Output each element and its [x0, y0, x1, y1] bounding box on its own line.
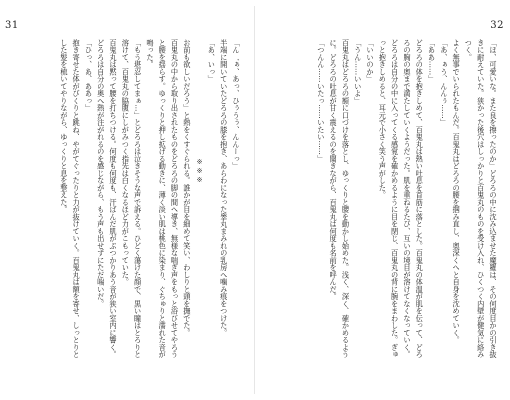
paragraph: 「ひっ、あ、ああっ」: [84, 39, 94, 112]
paragraph: 半端に開いていたどろろの膝を抱き、あらわになった睾丸まみれの乳房へ噛み痕をつけた。: [219, 39, 229, 337]
paragraph: 「いいのか」: [366, 39, 376, 83]
paragraph: 百鬼丸の中から取り出されたものをどろろの脚の間へ導き、無様な喘ぎ声をもっと浴びせてやろうと腰を揺らす。ゆっくりと押し拡げる動きに、薄く淡い肌は桃色に染まり、ぐちゅりと濡れた音が鳴った。: [145, 39, 180, 358]
paragraph: よく無事でいられたもんだ。百鬼丸はどろろの腰を掴み直し、奥深くへと自身を沈めていく。: [452, 39, 462, 344]
section-separator: ※※※: [195, 157, 205, 185]
paragraph: 「あ、いっ」: [207, 39, 217, 83]
page-number-right: 32: [490, 20, 504, 31]
paragraph: 「ん゛ぁ、あっ、ひぅうぅ、んんーっ」: [232, 39, 241, 170]
paragraph: どろろの体を抱きしめて、百鬼丸は熱い吐息を首筋に落とした。百鬼丸の体温が肌を伝って、どろろの胸の奥まで満たしていくようだった。肌を重ねるたび、互いの境目が溶けてなくなっていく。: [402, 39, 425, 358]
right-page: [255, 0, 510, 400]
paragraph: 「つんん……いたっ……いたい……」: [316, 39, 326, 163]
right-page-body: [263, 39, 499, 365]
paragraph: どろろは自分の中に入ってくる感覚を確かめるように目を閉じ、百鬼丸の背に腕をまわした。ぎゅっと抱きしめると、耳元で小さく笑う声がした。: [378, 39, 400, 358]
paragraph: 「うん……いいよ」: [353, 39, 363, 105]
paragraph: お前も欲しいだろう」と熱をくすぐられる。誰かが目を細めて笑い、わしりと頭を撫でた。: [182, 39, 192, 337]
page-number-left: 31: [5, 20, 19, 31]
paragraph: 「ほ、可愛いな。また良を擦ったのか」どろろの中に沈み込ませた魔羅は、その何度目かの引き抜きに耐えていた。狭かった後穴はしっかりと百鬼丸のものを受け入れ、ひくつく内壁が健気に絡みつく。: [464, 39, 498, 358]
paragraph: 百鬼丸はどろろの額に口づけを落とし、ゆっくりと腰を動かし始めた。浅く、深く、確かめるように。どろろの吐息が甘く震えるのを聞きながら、百鬼丸は何度も名前を呼んだ。: [329, 39, 351, 358]
left-page-body: [14, 39, 242, 365]
paragraph: 「あ、ぁう、んんぅ……」: [439, 39, 449, 126]
paragraph: 「ああ……」: [427, 39, 437, 83]
paragraph: 百鬼丸は黙って腰を打ちつける。何度も何度も、汗ばんだ肌がぶつかりあう音が狭い室内に響く。どろろは自分の奥へ熱が注がれるのを感じながら、もう声も出せずにただ喘いだ。: [96, 39, 119, 358]
paragraph: 抱き寄せた体がびくりと跳ね、やがてぐったりと力が抜けていく。百鬼丸は額を寄せ、しっとりとした髪を梳いてやりながら、ゆっくりと息を整えた。: [59, 39, 82, 358]
paragraph: 「もう堪忍してまぁ…」とどろろは泣きそうな声で訴える。ひどく蕩けた顔で、黒い瞳はとろりと溶けて、百鬼丸の脇腹にしがみつく指先は白くなるほど力がこもっていた。: [121, 39, 143, 358]
